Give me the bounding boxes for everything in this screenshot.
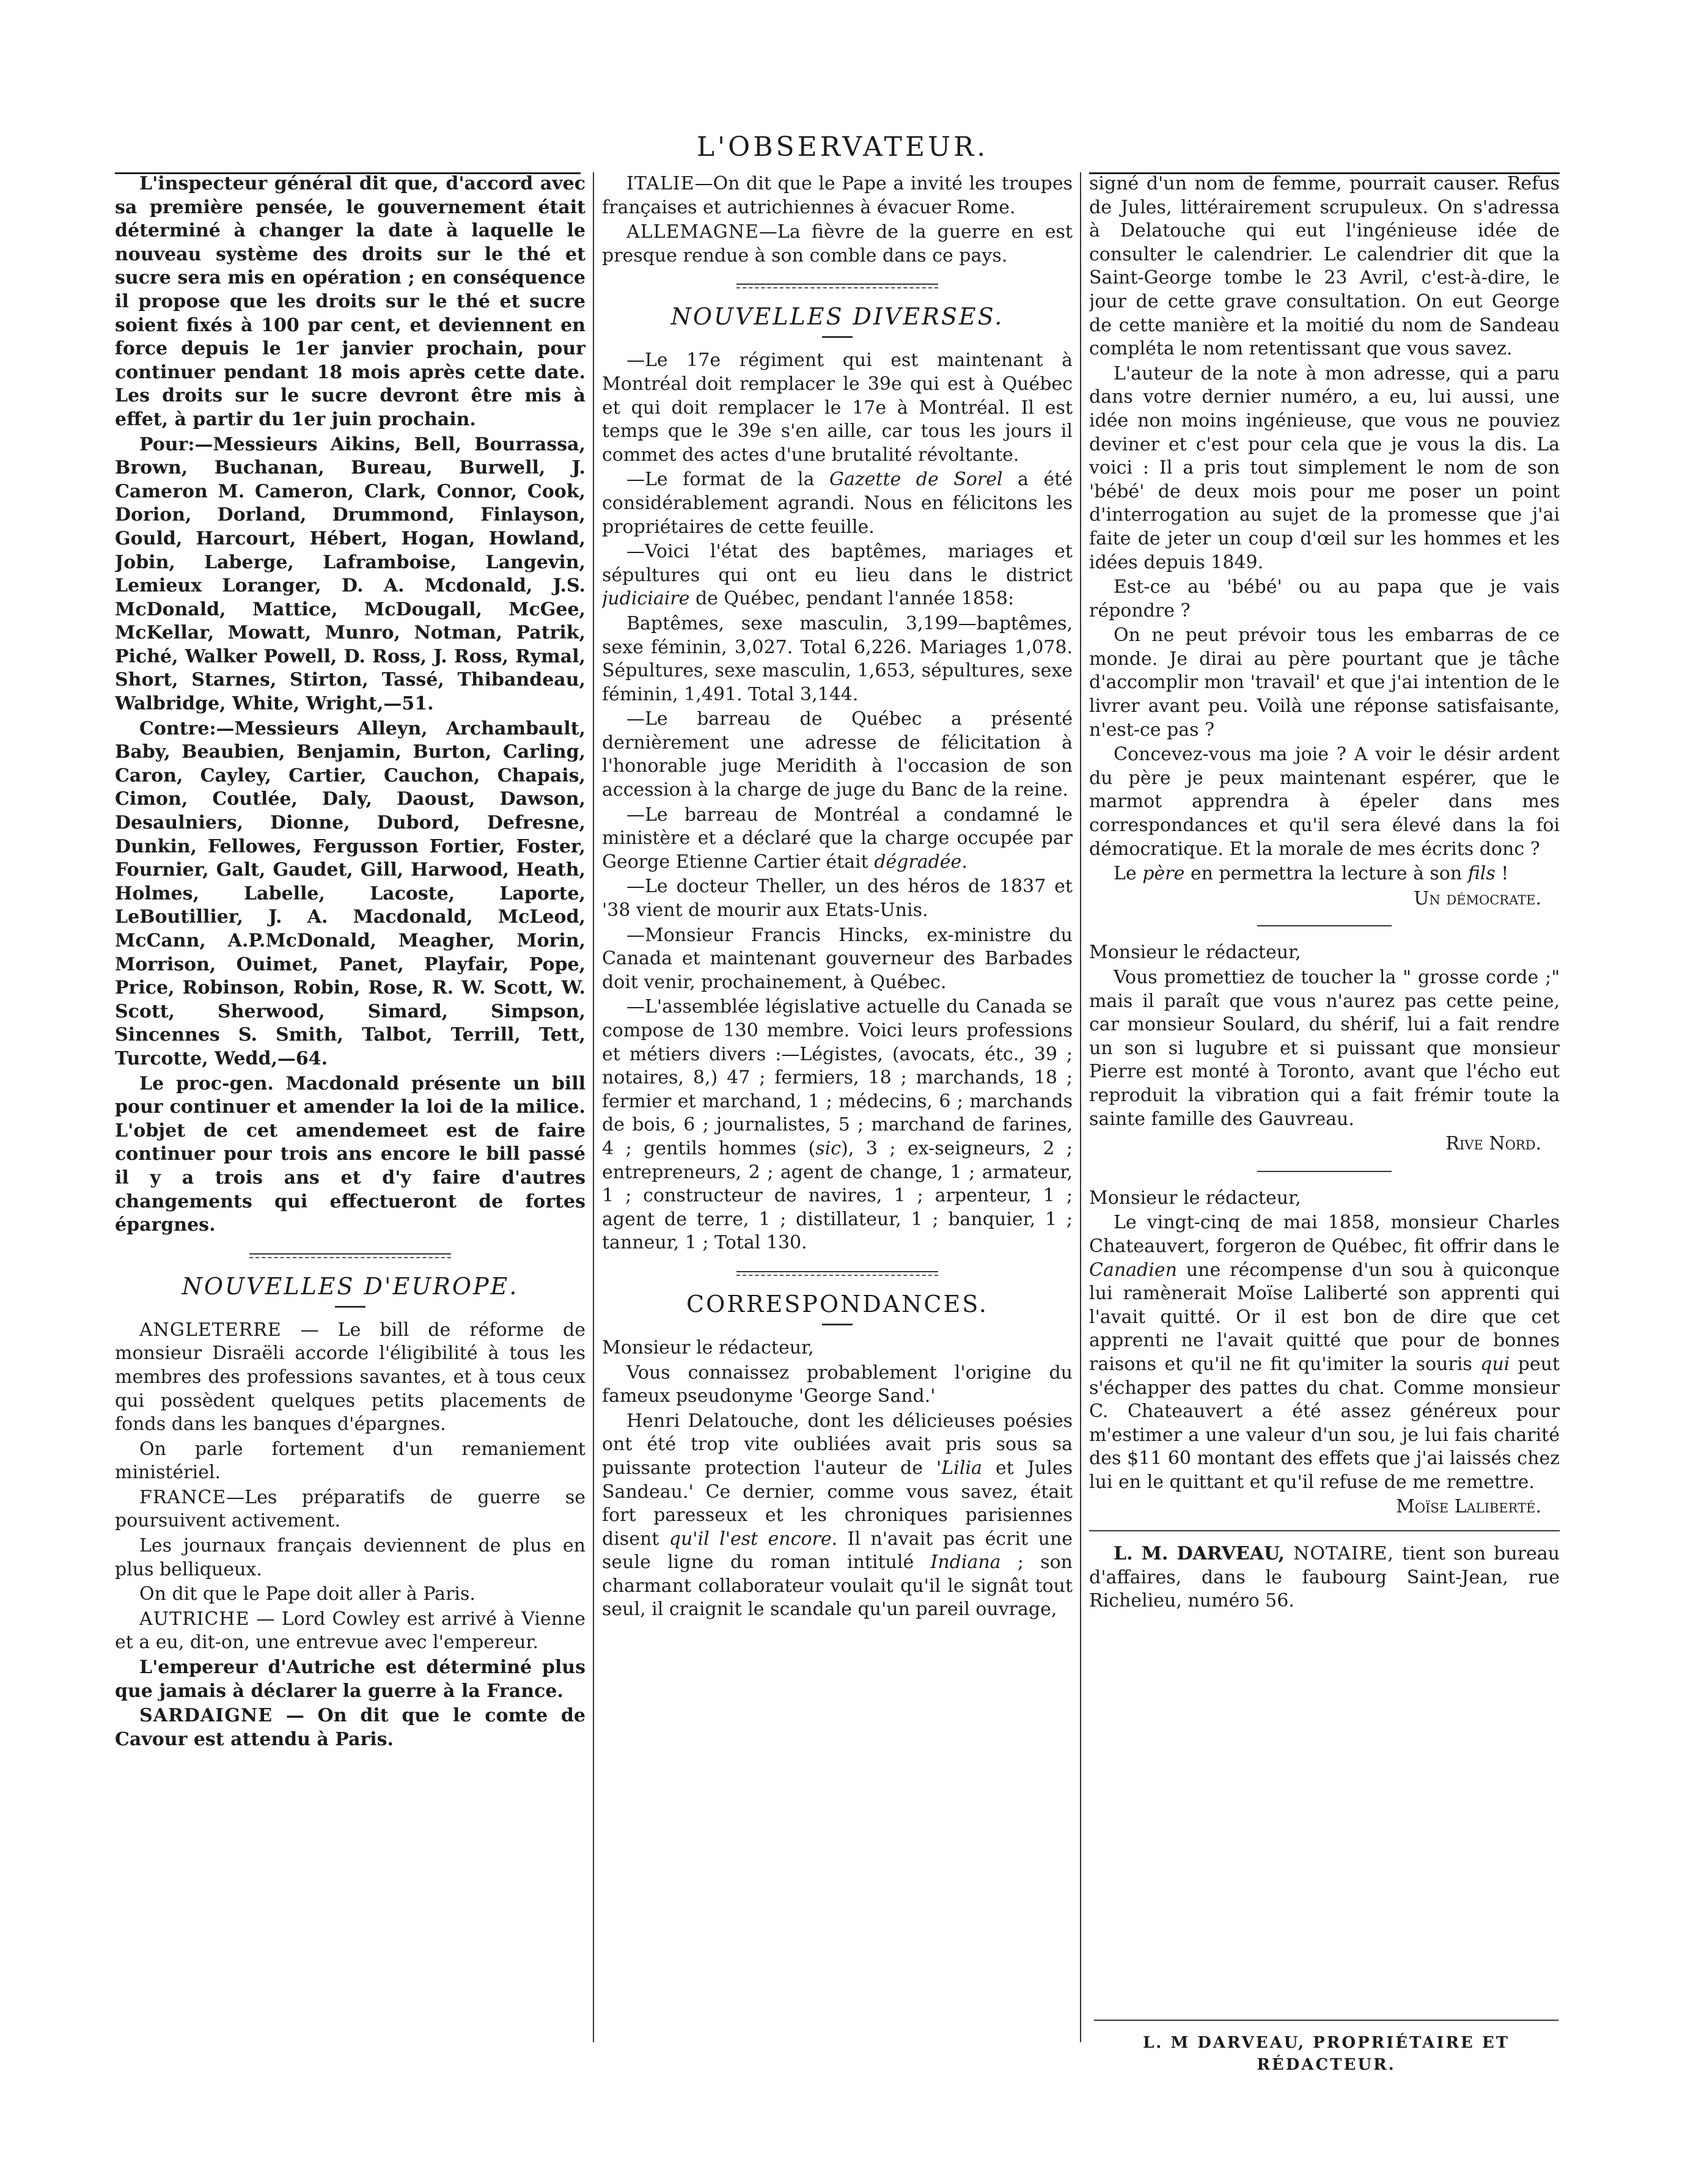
text: —Voici l'état des baptêmes, mariages et sépultures qui ont eu lieu dans le district — [602, 541, 1073, 586]
section-ornament — [736, 1271, 938, 1276]
notice-name: L. M. DARVEAU, — [1114, 1543, 1285, 1565]
column-1 — [115, 172, 586, 2018]
text: Le — [1114, 863, 1143, 885]
paragraph-contre: Contre:—Messieurs Alleyn, Archambault, Baby, Beaubien, Benjamin, Burton, Carling, Caron, Cayley, Cartier, Cauchon, Chapais, Cimon, Coutlée, Daly, Daoust, Dawson, Desaulniers, Dionne, Dubord, Defresne, Dunkin, Fellowes, Fergusson Fortier, Foster, Fournier, Galt, Gaudet, Gill, Harwood, Heath, Holmes, Labelle, Lacoste, Laporte, LeBoutillier, J. A. Macdonald, McLeod, McCann, A.P.McDonald, Meagher, Morin, Morrison, Ouimet, Panet, Playfair, Pope, Price, Robinson, Robin, Rose, R. W. Scott, W. Scott, Sherwood, Simard, Simpson, Sincennes S. Smith, Talbot, Terrill, Tett, Turcotte, Wedd,—64. — [115, 717, 586, 1069]
paragraph-angleterre — [115, 1319, 586, 1437]
separator-rule — [1089, 1530, 1560, 1531]
text: et Jules Sandeau.' Ce dernier, comme vous savez, était fort paresseux et les chroniques parisiennes disent — [602, 1457, 1073, 1550]
section-title-diverses: NOUVELLES DIVERSES. — [670, 303, 1004, 331]
paragraph-italie — [602, 172, 1073, 219]
label-sardaigne: SARDAIGNE — [139, 1705, 273, 1727]
paragraph-delatouche — [602, 1410, 1073, 1622]
text: de Québec, pendant l'année 1858: — [689, 588, 1015, 610]
label-france: FRANCE — [139, 1486, 227, 1508]
paragraph-inspecteur: L'inspecteur général dit que, d'accord avec sa première pensée, le gouvernement était déterminé à changer la date à laquelle le nouveau système des droits sur le thé et sucre sera mis en opération ; en conséquence il propose que les droits sur le thé et sucre soient fixés à 100 par cent, et deviennent en force depuis le 1er janvier prochain, pour continuer pendant 18 mois après cette date. Les droits sur le sucre devront être mis à effet, à partir du 1er juin prochain. — [115, 173, 586, 430]
text: . — [961, 851, 967, 873]
notice-darveau — [1089, 1542, 1560, 1613]
paragraph-george-sand: Vous connaissez probablement l'origine du fameux pseudonyme 'George Sand.' — [602, 1361, 1073, 1407]
text-autriche: — Lord Cowley est arrivé à Vienne et a eu, dit-on, une entrevue avec l'empereur. — [115, 1608, 586, 1654]
column-divider — [1080, 172, 1081, 2042]
paragraph-suite: signé d'un nom de femme, pourrait causer. Refus de Jules, littérairement scrupuleux. On s'adressa à Delatouche qui eut l'ingénieuse idée de consulter le calendrier. Le calendrier dit que la Saint-George tombe le 23 Avril, c'est-à-dire, le jour de cette grave consultation. On eut George de cette manière et la moitié du nom de Sandeau compléta le nom retentissant que vous savez. — [1089, 173, 1560, 360]
column-2 — [602, 172, 1073, 2018]
text-italie: —On dit que le Pape a invité les troupes françaises et autrichiennes à évacuer Rome. — [602, 173, 1073, 218]
paragraph-joie: Concevez-vous ma joie ? A voir le désir ardent du père je peux maintenant espérer, que le marmot apprendra à épeler dans mes correspondances et qu'il sera élevé dans la foi démocratique. Et la morale de mes écrits donc ? — [1089, 744, 1560, 860]
text: —Le barreau de Montréal a condamné le ministère et a déclaré que la charge occupée par George Etienne Cartier était — [602, 804, 1073, 873]
paragraph-pour: Pour:—Messieurs Aikins, Bell, Bourrassa, Brown, Buchanan, Bureau, Burwell, J. Cameron M. Cameron, Clark, Connor, Cook, Dorion, Dorland, Drummond, Finlayson, Gould, Harcourt, Hébert, Hogan, Howland, Jobin, Laberge, Laframboise, Langevin, Lemieux Loranger, D. A. Mcdonald, J.S. McDonald, Mattice, McDougall, McGee, McKellar, Mowatt, Munro, Notman, Patrik, Piché, Walker Powell, D. Ross, J. Ross, Rymal, Short, Starnes, Stirton, Tassé, Thibandeau, Walbridge, White, Wright,—51. — [115, 433, 586, 715]
paragraph-gazette — [602, 468, 1073, 539]
footer-rule — [1094, 2020, 1558, 2021]
paragraph-france — [115, 1486, 586, 1533]
paragraph-pere — [1089, 862, 1560, 886]
text-france: —Les préparatifs de guerre se poursuivent activement. — [115, 1486, 586, 1532]
italic-text: père — [1142, 863, 1185, 885]
paragraph-empereur: L'empereur d'Autriche est déterminé plus que jamais à déclarer la guerre à la France. — [115, 1657, 586, 1702]
text: peut s'échapper des pattes du chat. Comme monsieur C. Chateauvert a été assez généreux pour m'estimer a une valeur d'un sou, je lui fais charité des $11 60 montant des effets que j'ai laissés chez lui en le quittant et qu'il refuse de me remettre. — [1089, 1353, 1560, 1493]
paragraph-hincks: —Monsieur Francis Hincks, ex-ministre du Canada et maintenant gouverneur des Barbades doit venir, prochainement, à Québec. — [602, 924, 1073, 993]
label-autriche: AUTRICHE — [139, 1608, 250, 1630]
paragraph-etat — [602, 540, 1073, 611]
paragraph-journaux: Les journaux français deviennent de plus en plus belliqueux. — [115, 1535, 586, 1580]
text: —L'assemblée législative actuelle du Canada se compose de 130 membre. Voici leurs professions et métiers divers :—Légistes, (avocats, étc., 39 ; notaires, 8,) 47 ; fermiers, 18 ; marchands, 18 ; fermier et marchand, 1 ; médecins, 6 ; marchands de bois, 6 ; journalistes, 5 ; marchand de farines, 4 ; gentils hommes ( — [602, 996, 1073, 1159]
section-title-europe: NOUVELLES D'EUROPE. — [182, 1272, 519, 1300]
italic-title: Indiana — [930, 1552, 1001, 1574]
paragraph-bebe: Est-ce au 'bébé' ou au papa que je vais répondre ? — [1089, 576, 1560, 621]
italic-text: fils — [1467, 863, 1496, 885]
section-dash — [822, 336, 853, 338]
paragraph-auteur-note: L'auteur de la note à mon adresse, qui a paru dans votre dernier numéro, a eu, lui aussi, une idée non moins ingénieuse, que vous ne pouviez deviner et c'est pour cela que je vous la dis. La voici : Il a pris tout simplement le nom de son 'bébé' de deux mois pour me poser un point d'interrogation au sujet de la promesse que j'ai faite de jeter un coup d'œil sur les hommes et les idées depuis 1849. — [1089, 362, 1560, 573]
paragraph-regiment: —Le 17e régiment qui est maintenant à Montréal doit remplacer le 39e qui est à Québec et qui doit remplacer le 17e à Montréal. Il est temps que le 39e s'en aille, car tous les jours il commet des actes d'une brutalité révoltante. — [602, 350, 1073, 466]
paragraph-sardaigne — [115, 1704, 586, 1751]
text: une récompense d'un sou à quiconque lui ramènerait Moïse Laliberté son apprenti qui l'avait quitté. Or il est bon de dire que cet apprenti ne l'avait quitté que pour de bonnes raisons et qu'il ne fit qu'imiter la souris — [1089, 1259, 1560, 1375]
text: en permettra la lecture à son — [1184, 863, 1468, 885]
separator-rule — [1257, 1171, 1392, 1172]
text: ; son charmant collaborateur voulait qu'il le signât tout seul, il craignit le scandale qu'un pareil ouvrage, — [602, 1552, 1073, 1621]
paragraph-grosse-corde: Vous promettiez de toucher la " grosse corde ;" mais il paraît que vous n'aurez pas cette peine, car monsieur Soulard, du shérif, lui a fait rendre un son si lugubre et si puissant que monsieur Pierre est monté à Toronto, avant que l'écho eut reproduit la vibration qui a fait frémir toute la sainte famille des Gauvreau. — [1089, 967, 1560, 1130]
italic-title: Lilia — [941, 1457, 982, 1479]
column-3 — [1089, 172, 1560, 2018]
text-angleterre: — Le bill de réforme de monsieur Disraëli accorde l'éligibilité à tous les membres des professions savantes, et à tous ceux qui possèdent quelques petits placements de fonds dans les banques d'épargnes. — [115, 1319, 586, 1435]
paragraph-autriche — [115, 1608, 586, 1655]
footer-line-2: RÉDACTEUR. — [1257, 2056, 1396, 2074]
text-sardaigne: — On dit que le comte de Cavour est attendu à Paris. — [115, 1705, 586, 1750]
paragraph-remaniement: On parle fortement d'un remaniement ministériel. — [115, 1438, 586, 1484]
italic-text: qui — [1480, 1353, 1510, 1375]
text: —Le format de la — [626, 469, 830, 491]
text: . Il n'avait pas écrit une seule ligne du roman intitulé — [602, 1528, 1073, 1574]
paragraph-assemblee — [602, 995, 1073, 1255]
italic-title: Canadien — [1089, 1259, 1177, 1281]
separator-rule — [1257, 925, 1392, 926]
paragraph-pape: On dit que le Pape doit aller à Paris. — [139, 1583, 475, 1605]
masthead-title: L'OBSERVATEUR. — [696, 131, 989, 163]
paragraph-chateauvert — [1089, 1211, 1560, 1494]
section-dash — [822, 1324, 853, 1325]
section-title-correspondances: CORRESPONDANCES. — [686, 1290, 988, 1317]
signature-rive-nord: Rive Nord. — [1445, 1133, 1541, 1155]
text-allemagne: —La fièvre de la guerre en est presque rendue à son comble dans ce pays. — [602, 221, 1073, 266]
paragraph-theller: —Le docteur Theller, un des héros de 1837 et '38 vient de mourir aux Etats-Unis. — [602, 876, 1073, 922]
paragraph-allemagne — [602, 221, 1073, 268]
section-ornament — [736, 284, 938, 288]
label-angleterre: ANGLETERRE — [139, 1319, 282, 1341]
text: Le vingt-cinq de mai 1858, monsieur Charles Chateauvert, forgeron de Québec, fit offrir dans le — [1089, 1212, 1560, 1257]
signature-laliberte: Moïse Laliberté. — [1396, 1496, 1541, 1518]
column-divider — [593, 172, 594, 2042]
salutation: Monsieur le rédacteur, — [1089, 942, 1301, 964]
italic-text: sic — [815, 1137, 842, 1159]
signature-democrate: Un démocrate. — [1414, 887, 1541, 909]
italic-text: qu'il l'est encore — [669, 1528, 832, 1550]
footer-line-1: L. M DARVEAU, PROPRIÉTAIRE ET — [1142, 2034, 1510, 2052]
salutation: Monsieur le rédacteur, — [1089, 1187, 1301, 1209]
italic-title: Gazette de Sorel — [829, 469, 1003, 491]
footer-imprint — [1094, 2032, 1558, 2076]
salutation: Monsieur le rédacteur, — [602, 1336, 814, 1358]
label-italie: ITALIE — [626, 173, 695, 194]
paragraph-embarras: On ne peut prévoir tous les embarras de ce monde. Je dirai au père pourtant que je tâche d'accomplir mon 'travail' et que j'ai intention de le livrer avant peu. Voilà une réponse satisfaisante, n'est-ce pas ? — [1089, 625, 1560, 741]
section-ornament — [249, 1253, 451, 1258]
italic-text: judiciaire — [602, 588, 690, 610]
paragraph-barreau-quebec: —Le barreau de Québec a présenté dernièrement une adresse de félicitation à l'honorable juge Meridith à l'occasion de son accession à la charge de juge du Banc de la reine. — [602, 708, 1073, 801]
text: a été considérablement agrandi. Nous en félicitons les propriétaires de cette feuille. — [602, 469, 1073, 538]
text: ! — [1495, 863, 1509, 885]
paragraph-statistiques: Baptêmes, sexe masculin, 3,199—baptêmes, sexe féminin, 3,027. Total 6,226. Mariages 1,078. Sépultures, sexe masculin, 1,653, sépultures, sexe féminin, 1,491. Total 3,144. — [602, 612, 1073, 705]
section-dash — [335, 1306, 365, 1308]
text: Henri Delatouche, dont les délicieuses poésies ont été trop vite oubliées avait pris sous sa puissante protection l'auteur de ' — [602, 1410, 1073, 1479]
label-allemagne: ALLEMAGNE — [626, 221, 759, 243]
paragraph-milice: Le proc-gen. Macdonald présente un bill pour continuer et amender la loi de la milice. L'objet de cet amendemeet est de faire continuer pour trois ans encore le bill passé il y a trois ans et d'y faire d'autres changements qui effectueront de fortes épargnes. — [115, 1072, 586, 1236]
notice-role: NOTAIRE, — [1284, 1543, 1394, 1565]
text: ), 3 ; ex-seigneurs, 2 ; entrepreneurs, 2 ; agent de change, 1 ; armateur, 1 ; constructeur de navires, 1 ; arpenteur, 1 ; agent de terre, 1 ; distillateur, 1 ; banquier, 1 ; tanneur, 1 ; Total 130. — [602, 1137, 1073, 1254]
paragraph-barreau-montreal — [602, 804, 1073, 874]
italic-text: dégradée — [874, 851, 962, 873]
notice-body: tient son bureau d'affaires, dans le faubourg Saint-Jean, rue Richelieu, numéro 56. — [1089, 1543, 1560, 1612]
